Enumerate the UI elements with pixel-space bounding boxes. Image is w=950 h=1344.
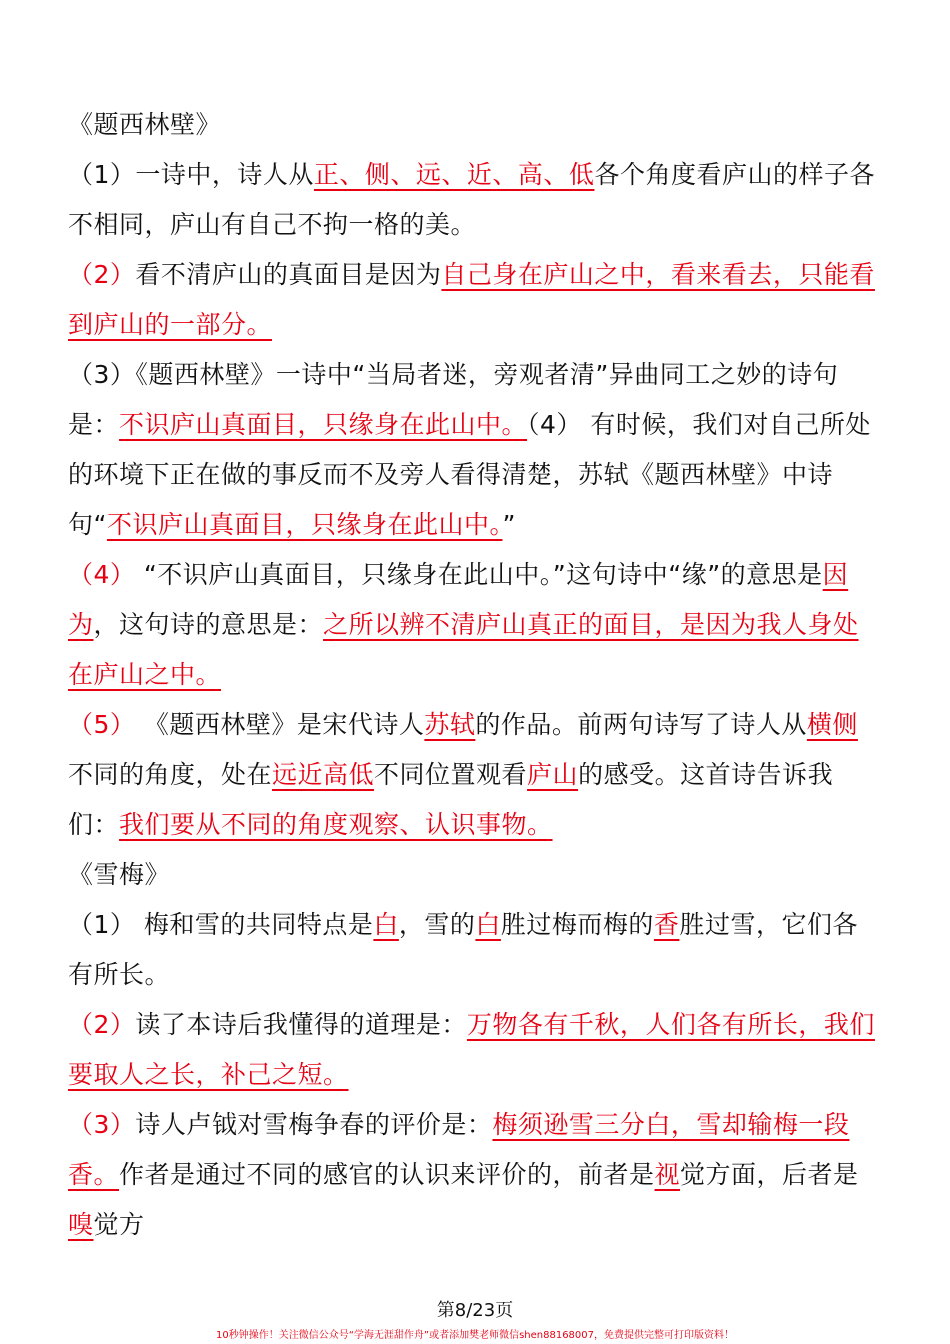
question-5: [68, 700, 883, 850]
question-4: [68, 550, 883, 700]
answer-text: 横侧: [806, 710, 858, 739]
answer-text: 白: [373, 910, 399, 939]
question-text: 不同的角度，处在: [68, 760, 273, 789]
answer-text: 嗅: [68, 1210, 94, 1239]
question-text: 各个角度看庐山的样子各不相同，庐山有自己不拘一格的美。: [68, 160, 875, 239]
answer-text: 梅须逊雪三分白，雪却输梅一段香。: [68, 1110, 850, 1189]
answer-text: 白: [475, 910, 501, 939]
footer-note: 10秒钟操作！关注微信公众号“学海无涯甜作舟”或者添加樊老师微信shen88168007，免费提供完整可打印版资料！: [215, 1330, 735, 1341]
question-text: 作者是通过不同的感官的认识来评价的，前者是: [119, 1160, 655, 1189]
question-2: [68, 1000, 883, 1100]
question-text: 读了本诗后我懂得的道理是：: [135, 1010, 467, 1039]
question-text: 的作品。前两句诗写了诗人从: [475, 710, 807, 739]
question-3: [68, 1100, 883, 1250]
question-number: （5）: [68, 710, 136, 739]
question-text: （4） 有时候，我们对自己所处的环境下正在做的事反而不及旁人看得清楚，苏轼《题西林壁》中诗句“: [68, 410, 871, 539]
question-number: （3）: [68, 1110, 136, 1139]
question-text: 《题西林壁》是宋代诗人: [135, 710, 425, 739]
question-2: [68, 250, 883, 350]
question-1: [68, 900, 883, 1000]
answer-text: 自己身在庐山之中，看来看去，只能看到庐山的一部分。: [68, 260, 875, 339]
poem-title-xuemei: 《雪梅》: [68, 860, 171, 889]
question-text: ，雪的: [398, 910, 476, 939]
question-text: （1）一诗中，诗人从: [68, 160, 314, 189]
page-content: [68, 100, 883, 1250]
answer-text: 远近高低: [272, 760, 375, 789]
question-text: 胜过梅而梅的: [500, 910, 654, 939]
answer-text: 苏轼: [424, 710, 476, 739]
answer-text: 因为: [68, 560, 849, 639]
answer-text: 我们要从不同的角度观察、认识事物。: [119, 810, 553, 839]
answer-text: 不识庐山真面目，只缘身在此山中。: [106, 510, 503, 539]
question-text: “不识庐山真面目，只缘身在此山中。”这句诗中“缘”的意思是: [135, 560, 823, 589]
page-number: 第8/23页: [436, 1300, 514, 1321]
answer-text: 香: [653, 910, 680, 939]
answer-text: 庐山: [527, 760, 579, 789]
question-text: 觉方面，后者是: [680, 1160, 859, 1189]
answer-text: 视: [654, 1160, 681, 1189]
question-text: ，这句诗的意思是：: [93, 610, 324, 639]
answer-text: 之所以辨不清庐山真正的面目，是因为我人身处在庐山之中。: [68, 610, 859, 689]
answer-text: 不识庐山真面目，只缘身在此山中。: [119, 410, 528, 439]
question-3: [68, 350, 883, 550]
poem-title-tixilinbi: 《题西林壁》: [68, 110, 222, 139]
question-text: 觉方: [93, 1210, 145, 1239]
question-number: （4）: [68, 560, 136, 589]
question-text: （1） 梅和雪的共同特点是: [68, 910, 374, 939]
question-text: 不同位置观看: [374, 760, 528, 789]
answer-text: 万物各有千秋，人们各有所长，我们要取人之长，补己之短。: [68, 1010, 875, 1089]
question-1: [68, 150, 883, 250]
question-text: 看不清庐山的真面目是因为: [135, 260, 442, 289]
question-text: 胜过雪，它们各有所长。: [68, 910, 858, 989]
question-text: （3）《题西林壁》一诗中“当局者迷，旁观者清”异曲同工之妙的诗句是：: [68, 360, 839, 439]
question-number: （2）: [68, 1010, 136, 1039]
question-text: 诗人卢钺对雪梅争春的评价是：: [135, 1110, 493, 1139]
question-text: 的感受。这首诗告诉我们：: [68, 760, 834, 839]
answer-text: 正、侧、远、近、高、低: [313, 160, 595, 189]
question-text: ”: [502, 510, 516, 539]
question-number: （2）: [68, 260, 136, 289]
